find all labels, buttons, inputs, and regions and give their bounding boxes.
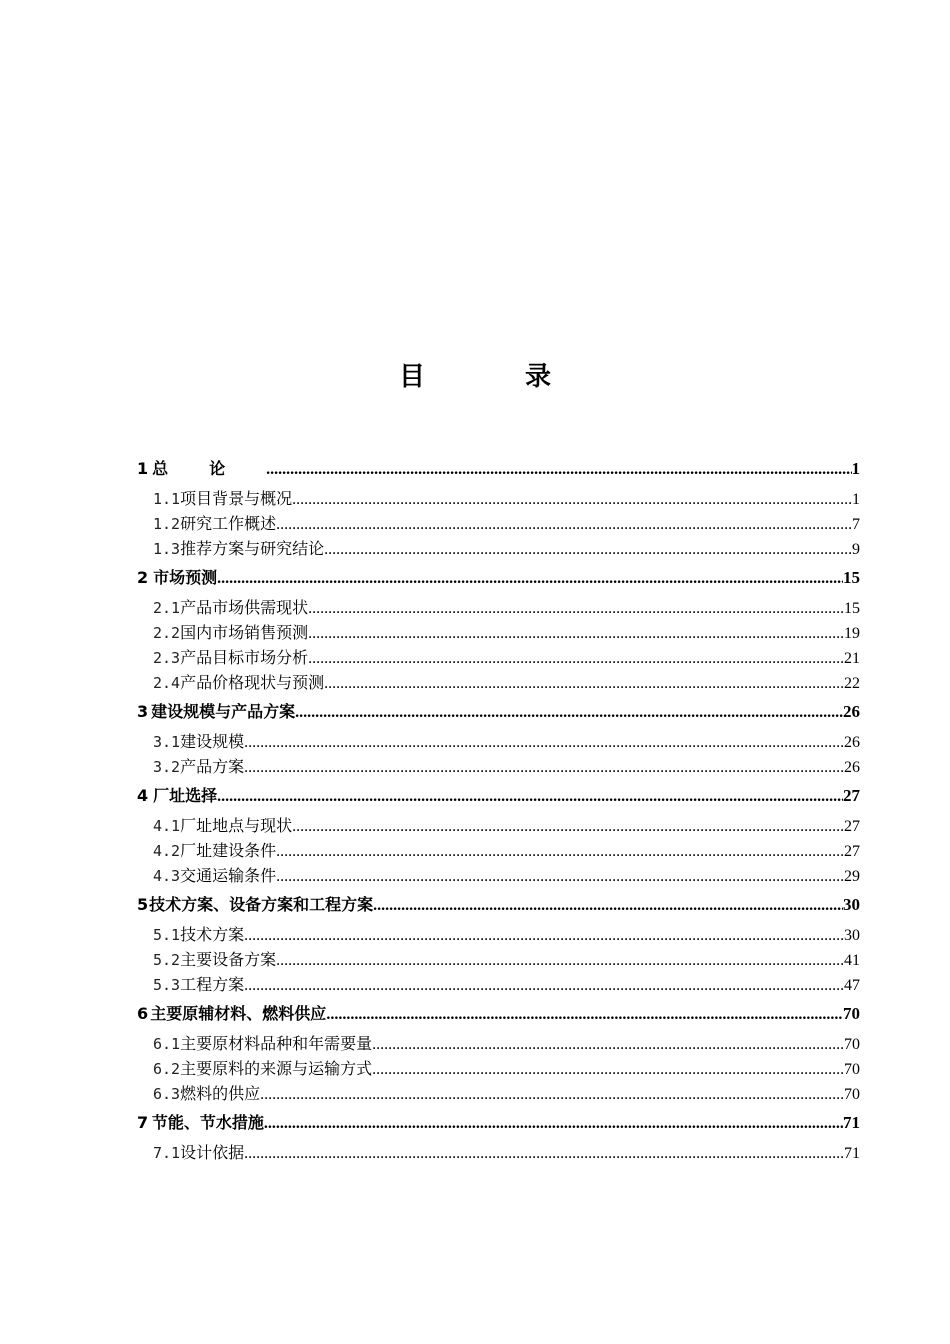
section-title: 产品价格现状与预测 xyxy=(180,673,325,692)
section-page: 27 xyxy=(844,843,860,860)
toc-chapter[interactable] xyxy=(137,779,860,813)
dot-leader xyxy=(308,621,844,645)
chapter-title: 建设规模与产品方案 xyxy=(151,702,296,721)
section-page: 70 xyxy=(844,1036,860,1053)
section-page: 71 xyxy=(844,1145,860,1162)
toc-section[interactable] xyxy=(137,670,860,695)
toc-chapter[interactable] xyxy=(137,888,860,922)
toc-section[interactable] xyxy=(137,813,860,838)
section-page: 41 xyxy=(844,952,860,969)
section-page: 22 xyxy=(844,675,860,692)
chapter-page: 27 xyxy=(843,786,860,805)
dot-leader xyxy=(276,948,844,972)
dot-leader xyxy=(260,1082,844,1106)
section-title: 主要原料的来源与运输方式 xyxy=(180,1059,373,1078)
section-page: 19 xyxy=(844,625,860,642)
dot-leader xyxy=(276,512,852,536)
dot-leader xyxy=(244,923,844,947)
section-page: 7 xyxy=(852,516,860,533)
dot-leader xyxy=(244,973,844,997)
toc-chapter[interactable] xyxy=(137,561,860,595)
chapter-number: 5 xyxy=(137,895,149,914)
section-number: 1.3 xyxy=(153,540,181,558)
toc-section[interactable] xyxy=(137,1140,860,1165)
toc-section[interactable] xyxy=(137,947,860,972)
dot-leader xyxy=(266,453,851,486)
toc-section[interactable] xyxy=(137,536,860,561)
section-number: 1.1 xyxy=(153,490,181,508)
section-number: 2.3 xyxy=(153,649,181,667)
section-title: 技术方案 xyxy=(180,925,245,944)
chapter-number: 4 xyxy=(137,786,149,805)
chapter-number: 3 xyxy=(137,702,149,721)
chapter-number: 6 xyxy=(137,1004,149,1023)
toc-section[interactable] xyxy=(137,729,860,754)
dot-leader xyxy=(326,998,843,1031)
section-number: 5.1 xyxy=(153,926,181,944)
section-title: 交通运输条件 xyxy=(180,866,277,885)
section-page: 1 xyxy=(852,491,860,508)
dot-leader xyxy=(295,696,843,729)
section-number: 7.1 xyxy=(153,1144,181,1162)
section-page: 21 xyxy=(844,650,860,667)
toc-section[interactable] xyxy=(137,620,860,645)
page-title xyxy=(0,356,950,393)
section-title: 设计依据 xyxy=(180,1143,245,1162)
chapter-title: 总论 xyxy=(152,459,267,478)
dot-leader xyxy=(244,1141,844,1165)
section-page: 9 xyxy=(852,541,860,558)
section-number: 3.2 xyxy=(153,758,181,776)
section-title: 建设规模 xyxy=(180,732,245,751)
toc-chapter[interactable] xyxy=(137,1106,860,1140)
dot-leader xyxy=(324,537,852,561)
dot-leader xyxy=(276,839,844,863)
section-page: 26 xyxy=(844,759,860,776)
dot-leader xyxy=(373,889,843,922)
dot-leader xyxy=(264,1107,843,1140)
section-title: 主要设备方案 xyxy=(180,950,277,969)
section-number: 3.1 xyxy=(153,733,181,751)
dot-leader xyxy=(308,646,844,670)
section-title: 推荐方案与研究结论 xyxy=(180,539,325,558)
chapter-title: 主要原辅材料、燃料供应 xyxy=(150,1004,327,1023)
chapter-title: 节能、节水措施 xyxy=(151,1113,264,1132)
section-page: 27 xyxy=(844,818,860,835)
dot-leader xyxy=(308,596,844,620)
toc-section[interactable] xyxy=(137,595,860,620)
chapter-title: 厂址选择 xyxy=(153,786,218,805)
section-title: 厂址地点与现状 xyxy=(180,816,293,835)
chapter-page: 71 xyxy=(843,1113,860,1132)
toc-section[interactable] xyxy=(137,511,860,536)
dot-leader xyxy=(292,814,844,838)
dot-leader xyxy=(244,755,844,779)
dot-leader xyxy=(244,730,844,754)
toc-section[interactable] xyxy=(137,754,860,779)
chapter-number: 1 xyxy=(137,459,149,478)
section-number: 4.3 xyxy=(153,867,181,885)
section-title: 产品方案 xyxy=(180,757,245,776)
section-number: 6.1 xyxy=(153,1035,181,1053)
section-title: 国内市场销售预测 xyxy=(180,623,309,642)
chapter-page: 1 xyxy=(851,459,860,478)
section-title: 产品目标市场分析 xyxy=(180,648,309,667)
toc-section[interactable] xyxy=(137,645,860,670)
section-page: 70 xyxy=(844,1086,860,1103)
section-number: 4.2 xyxy=(153,842,181,860)
section-page: 26 xyxy=(844,734,860,751)
section-number: 5.2 xyxy=(153,951,181,969)
chapter-page: 15 xyxy=(843,568,860,587)
chapter-page: 26 xyxy=(843,702,860,721)
section-page: 29 xyxy=(844,868,860,885)
section-page: 15 xyxy=(844,600,860,617)
toc-section[interactable] xyxy=(137,486,860,511)
title-char-2: 录 xyxy=(525,362,552,392)
toc-chapter[interactable] xyxy=(137,695,860,729)
dot-leader xyxy=(292,487,852,511)
toc-section[interactable] xyxy=(137,1081,860,1106)
section-title: 项目背景与概况 xyxy=(180,489,293,508)
section-page: 30 xyxy=(844,927,860,944)
title-char-1: 目 xyxy=(398,362,425,392)
toc-section[interactable] xyxy=(137,972,860,997)
section-page: 70 xyxy=(844,1061,860,1078)
section-number: 6.3 xyxy=(153,1085,181,1103)
dot-leader xyxy=(372,1032,844,1056)
toc-chapter[interactable] xyxy=(137,452,860,486)
section-number: 6.2 xyxy=(153,1060,181,1078)
chapter-title: 市场预测 xyxy=(153,568,218,587)
section-title: 燃料的供应 xyxy=(180,1084,261,1103)
section-title: 厂址建设条件 xyxy=(180,841,277,860)
section-number: 2.4 xyxy=(153,674,181,692)
dot-leader xyxy=(217,780,843,813)
chapter-number: 2 xyxy=(137,568,149,587)
chapter-title: 技术方案、设备方案和工程方案 xyxy=(149,895,374,914)
dot-leader xyxy=(324,671,844,695)
chapter-number: 7 xyxy=(137,1113,149,1132)
section-title: 产品市场供需现状 xyxy=(180,598,309,617)
toc-chapter[interactable] xyxy=(137,997,860,1031)
toc-section[interactable] xyxy=(137,1031,860,1056)
chapter-page: 30 xyxy=(843,895,860,914)
toc-section[interactable] xyxy=(137,863,860,888)
section-page: 47 xyxy=(844,977,860,994)
chapter-page: 70 xyxy=(843,1004,860,1023)
section-title: 工程方案 xyxy=(180,975,245,994)
section-number: 5.3 xyxy=(153,976,181,994)
toc-section[interactable] xyxy=(137,838,860,863)
dot-leader xyxy=(372,1057,844,1081)
dot-leader xyxy=(217,562,843,595)
section-number: 1.2 xyxy=(153,515,181,533)
toc-section[interactable] xyxy=(137,1056,860,1081)
section-title: 研究工作概述 xyxy=(180,514,277,533)
section-title: 主要原材料品种和年需要量 xyxy=(180,1034,373,1053)
toc-section[interactable] xyxy=(137,922,860,947)
table-of-contents xyxy=(137,452,860,1165)
section-number: 2.2 xyxy=(153,624,181,642)
dot-leader xyxy=(276,864,844,888)
section-number: 2.1 xyxy=(153,599,181,617)
section-number: 4.1 xyxy=(153,817,181,835)
